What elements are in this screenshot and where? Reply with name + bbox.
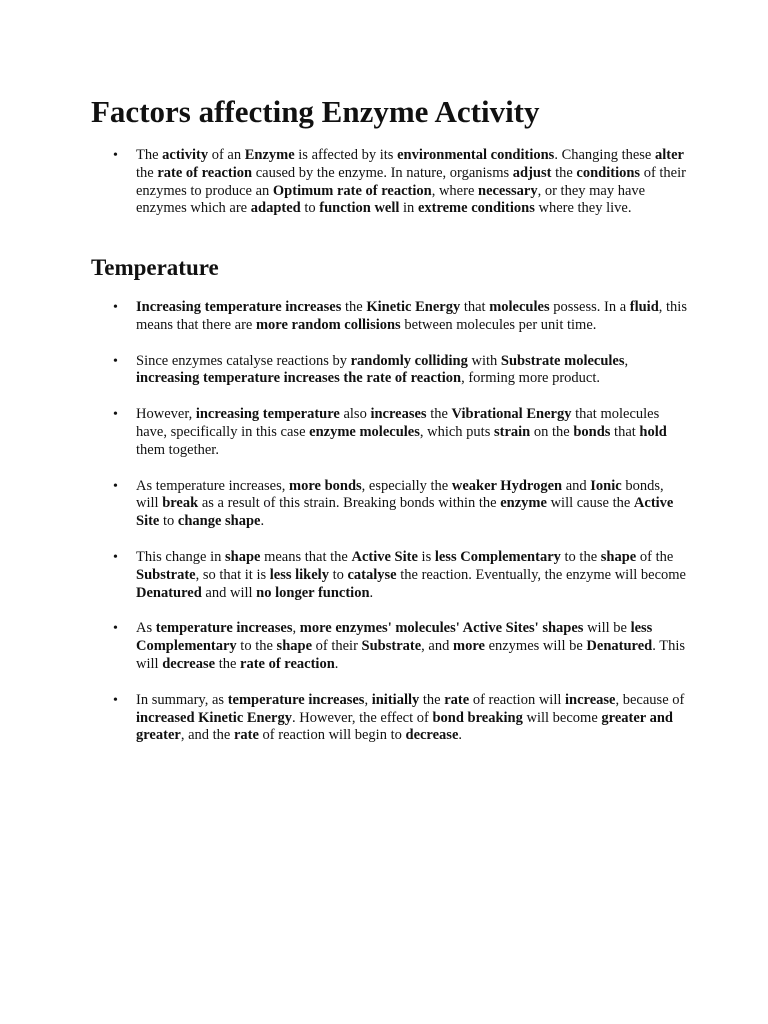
bold-text-run: increases	[370, 406, 427, 423]
bold-text-run: Denatured	[136, 584, 202, 601]
text-run: the	[341, 299, 367, 315]
page-title: Factors affecting Enzyme Activity	[91, 94, 540, 129]
bold-text-run: conditions	[576, 164, 641, 181]
bold-text-run: Substrate	[136, 566, 196, 583]
bold-text-run: molecules	[489, 299, 550, 315]
bold-text-run: break	[162, 495, 199, 512]
text-run: is	[417, 548, 435, 565]
text-run: This change in	[136, 548, 225, 565]
bullet-dot-icon: •	[113, 148, 118, 163]
bold-text-run: shape	[600, 548, 637, 565]
text-run: of an	[208, 147, 245, 163]
text-run: .	[369, 584, 374, 601]
text-run: ,	[364, 691, 372, 708]
bold-text-run: Denatured	[586, 638, 653, 655]
bullet-item	[0, 406, 768, 459]
bold-text-run: fluid	[629, 299, 659, 315]
bold-text-run: decrease	[162, 655, 216, 672]
bold-text-run: randomly colliding	[350, 352, 468, 369]
text-run: , forming more product.	[461, 370, 601, 387]
text-run: will cause the	[546, 495, 634, 512]
text-run: the	[426, 406, 452, 423]
text-run: , this means that there are	[136, 299, 687, 333]
text-run: and	[562, 477, 591, 494]
bullet-dot-icon: •	[113, 621, 118, 637]
bold-text-run: more enzymes' molecules' Active Sites' shapes	[299, 620, 584, 637]
temperature-bullet-list	[0, 299, 768, 763]
text-run: the	[136, 164, 158, 181]
bold-text-run: temperature increases	[227, 691, 365, 708]
text-run: will become	[522, 709, 602, 726]
text-run: the reaction. Eventually, the enzyme will become	[396, 566, 686, 583]
text-run: that	[460, 299, 490, 315]
text-run: to the	[236, 638, 277, 655]
bold-text-run: decrease	[405, 727, 459, 744]
bold-text-run: enzyme molecules	[309, 423, 420, 440]
bold-text-run: adapted	[250, 200, 301, 217]
bullet-dot-icon: •	[113, 300, 118, 315]
text-run: where they live.	[534, 200, 632, 217]
text-run: , so that it is	[195, 566, 270, 583]
text-run: ,	[292, 620, 300, 637]
text-run: on the	[530, 423, 574, 440]
text-run: of reaction will begin to	[258, 727, 406, 744]
bold-text-run: function well	[319, 200, 400, 217]
bold-text-run: more bonds	[289, 477, 362, 494]
bullet-item	[0, 692, 768, 745]
text-run: will be	[583, 620, 631, 637]
text-run: and will	[201, 584, 257, 601]
section-heading-temperature: Temperature	[91, 255, 219, 280]
text-run: In summary, as	[136, 691, 228, 708]
bold-text-run: hold	[639, 423, 667, 440]
bullet-item	[0, 620, 768, 673]
bold-text-run: increasing temperature increases the rate of reaction	[136, 370, 462, 387]
text-run: as a result of this strain. Breaking bonds within the	[198, 495, 501, 512]
text-run: , where	[431, 182, 478, 199]
bullet-item	[0, 147, 768, 218]
bullet-item	[0, 299, 768, 335]
bold-text-run: change shape	[177, 513, 261, 530]
bullet-dot-icon: •	[113, 478, 118, 494]
bold-text-run: no longer function	[256, 584, 370, 601]
text-run: , or they may have enzymes which are	[136, 182, 646, 217]
bold-text-run: environmental conditions	[397, 147, 555, 163]
bold-text-run: Active Site	[351, 548, 418, 565]
text-run: them together.	[136, 441, 219, 458]
text-run: to	[300, 200, 320, 217]
bullet-dot-icon: •	[113, 407, 118, 423]
text-run: , and the	[180, 727, 234, 744]
text-run: to	[328, 566, 348, 583]
text-run: of their enzymes to produce an	[136, 164, 686, 199]
text-run: As	[136, 620, 156, 637]
intro-bullet-list	[0, 147, 768, 236]
text-run: .	[458, 727, 462, 744]
text-run: of the	[636, 548, 674, 565]
bullet-item	[0, 353, 768, 389]
text-run: that	[610, 423, 640, 440]
text-run: , because of	[615, 691, 685, 708]
bold-text-run: more random collisions	[255, 316, 401, 333]
text-run: caused by the enzyme. In nature, organisms	[252, 164, 513, 181]
text-run: bonds, will	[136, 477, 664, 512]
text-run: to	[159, 513, 178, 530]
text-run: the	[419, 691, 445, 708]
bold-text-run: adjust	[512, 164, 552, 181]
text-run: the	[215, 655, 241, 672]
bold-text-run: activity	[162, 147, 209, 163]
text-run: Since enzymes catalyse reactions by	[136, 352, 351, 369]
text-run: enzymes will be	[484, 638, 587, 655]
bold-text-run: shape	[225, 548, 261, 565]
bold-text-run: rate	[233, 727, 259, 744]
bold-text-run: Enzyme	[244, 147, 295, 163]
bullet-dot-icon: •	[113, 692, 118, 708]
text-run: the	[551, 164, 577, 181]
text-run: possess. In a	[549, 299, 630, 315]
text-run: of reaction will	[469, 691, 566, 708]
text-run: in	[399, 200, 418, 217]
bold-text-run: Optimum rate of reaction	[272, 182, 432, 199]
bullet-item	[0, 549, 768, 602]
bold-text-run: rate	[444, 691, 470, 708]
text-run: The	[136, 147, 163, 163]
bold-text-run: Kinetic Energy	[366, 299, 461, 315]
bold-text-run: greater and greater	[136, 709, 673, 744]
text-run: . This will	[136, 638, 685, 672]
bold-text-run: extreme conditions	[417, 200, 535, 217]
text-run: ,	[624, 352, 629, 369]
bold-text-run: enzyme	[500, 495, 547, 512]
text-run: with	[467, 352, 501, 369]
bold-text-run: Vibrational Energy	[451, 406, 572, 423]
bold-text-run: Active Site	[136, 495, 674, 530]
bold-text-run: strain	[493, 423, 531, 440]
bold-text-run: rate of reaction	[157, 164, 253, 181]
bold-text-run: increase	[565, 691, 616, 708]
bold-text-run: less likely	[269, 566, 329, 583]
text-run: As temperature increases,	[136, 477, 289, 494]
text-run: . Changing these	[554, 147, 655, 163]
bold-text-run: catalyse	[347, 566, 397, 583]
bold-text-run: increased Kinetic Energy	[136, 709, 292, 726]
bold-text-run: initially	[371, 691, 420, 708]
bold-text-run: Substrate	[361, 638, 422, 655]
text-run: means that the	[260, 548, 352, 565]
text-run: is affected by its	[294, 147, 398, 163]
bold-text-run: weaker Hydrogen	[451, 477, 563, 494]
bold-text-run: less Complementary	[136, 620, 653, 655]
text-run: , and	[421, 638, 453, 655]
bold-text-run: less Complementary	[434, 548, 561, 565]
text-run: also	[339, 406, 371, 423]
bold-text-run: bond breaking	[432, 709, 523, 726]
bold-text-run: bonds	[573, 423, 611, 440]
bold-text-run: Substrate molecules	[500, 352, 625, 369]
text-run: between molecules per unit time.	[400, 316, 597, 333]
bullet-dot-icon: •	[113, 549, 118, 565]
text-run: .	[260, 513, 265, 530]
bold-text-run: Increasing temperature increases	[136, 299, 342, 315]
text-run: .	[334, 655, 339, 672]
bold-text-run: alter	[655, 147, 684, 163]
text-run: , which puts	[419, 423, 494, 440]
bold-text-run: more	[452, 638, 485, 655]
text-run: . However, the effect of	[292, 709, 433, 726]
bold-text-run: rate of reaction	[240, 655, 335, 672]
bold-text-run: increasing temperature	[195, 406, 340, 423]
bold-text-run: Ionic	[590, 477, 622, 494]
text-run: However,	[136, 406, 196, 423]
text-run: to the	[560, 548, 601, 565]
bold-text-run: necessary	[478, 182, 538, 199]
bold-text-run: shape	[276, 638, 313, 655]
text-run: that molecules have, specifically in this case	[136, 406, 660, 440]
bullet-dot-icon: •	[113, 353, 118, 369]
text-run: of their	[312, 638, 362, 655]
bold-text-run: temperature increases	[155, 620, 293, 637]
bullet-item	[0, 478, 768, 531]
text-run: , especially the	[361, 477, 452, 494]
